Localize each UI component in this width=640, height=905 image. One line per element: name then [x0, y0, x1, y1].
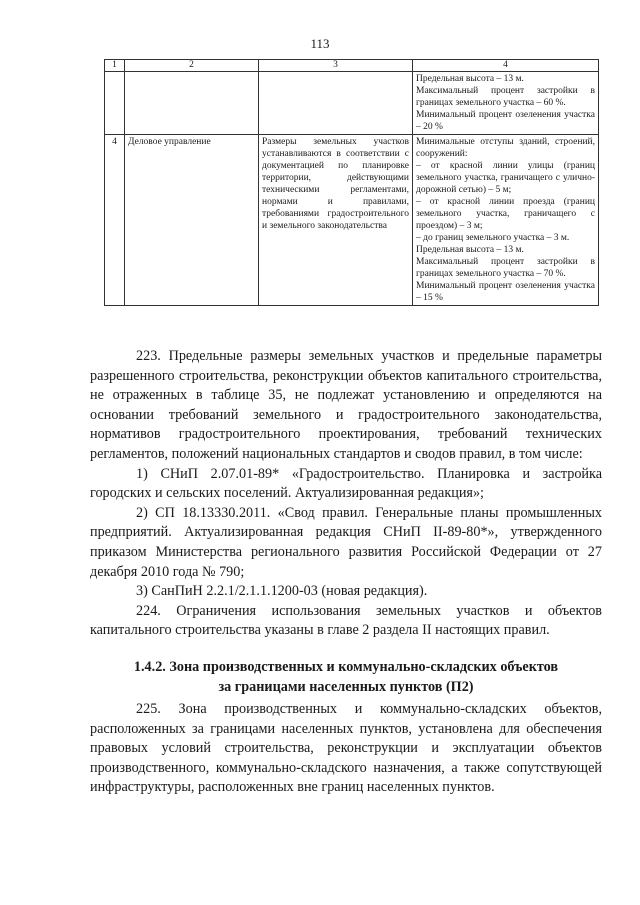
cell-parameters-continued [413, 72, 599, 135]
cell-use-name: Деловое управление [125, 135, 259, 306]
param-line: – от красной линии улицы (границ земельного участка, граничащего с улично-дорожной сетью) – 5 м; [416, 161, 595, 195]
param-line: Минимальные отступы зданий, строений, сооружений: [416, 137, 595, 159]
cell-row-number: 4 [105, 135, 125, 306]
section-heading [90, 658, 602, 697]
paragraph-223: 223. Предельные размеры земельных участков и предельные параметры разрешенного строительства, реконструкции объектов капитального строительства, не отраженных в таблице 35, не подлежат установлению и определяются на основании требований земельного и градостроительного законодательства, нормативов градостроительного проектирования, требований технических регламентов, положений национальных стандартов и сводов правил, в том числе: [90, 348, 602, 462]
heading-line-1: 1.4.2. Зона производственных и коммунально-складских объектов [133, 659, 559, 675]
cell-land-size: Размеры земельных участков устанавливаются в соответствии с документацией по планировке территории, действующими техническими регламентами, нормами и правилами, требованиями градостроительного и земельного законодательства [259, 135, 413, 306]
param-line: Максимальный процент застройки в границах земельного участка – 70 %. [416, 257, 595, 279]
cell-empty-2 [125, 72, 259, 135]
table-header-row [105, 60, 599, 72]
cell-empty-1 [105, 72, 125, 135]
paragraph-225: 225. Зона производственных и коммунально-складских объектов, расположенных за границами населенных пунктов, установлена для обеспечения правовых условий строительства, реконструкции и эксплуатации объектов производственного, коммунально-складского назначения, а также сопутствующей инфраструктуры, расположенных вне границ населенных пунктов. [90, 701, 602, 796]
cell-parameters [413, 135, 599, 306]
param-line: – до границ земельного участка – 3 м. [416, 233, 570, 243]
list-item-2: 2) СП 18.13330.2011. «Свод правил. Генеральные планы промышленных предприятий. Актуализированная редакция СНиП II-89-80*», утвержденного приказом Министерства регионального развития Российской Федерации от 27 декабря 2010 года № 790; [90, 504, 602, 580]
table-row-continued [105, 72, 599, 135]
param-line: Максимальный процент застройки в границах земельного участка – 60 %. [416, 86, 595, 108]
list-item-3: 3) СанПиН 2.2.1/2.1.1.1200-03 (новая редакция). [136, 583, 428, 600]
header-col-1: 1 [105, 60, 125, 72]
param-line: Предельная высота – 13 м. [416, 74, 524, 84]
page-number: 113 [310, 36, 330, 51]
param-line: Минимальный процент озеленения участка – 20 % [416, 110, 595, 132]
section-225 [90, 700, 602, 798]
header-col-2: 2 [125, 60, 259, 72]
param-line: Предельная высота – 13 м. [416, 245, 524, 255]
zone-parameters-table [104, 59, 599, 306]
section-223 [90, 347, 602, 641]
header-col-3: 3 [259, 60, 413, 72]
header-col-4: 4 [413, 60, 599, 72]
param-line: – от красной линии проезда (границ земельного участка, граничащего с проездом) – 3 м; [416, 197, 595, 231]
heading-line-2: за границами населенных пунктов (П2) [218, 678, 474, 695]
param-line: Минимальный процент озеленения участка – 15 % [416, 281, 595, 303]
list-item-1: 1) СНиП 2.07.01-89* «Градостроительство. Планировка и застройка городских и сельских поселений. Актуализированная редакция»; [90, 465, 602, 502]
table-row-4 [105, 135, 599, 306]
paragraph-224: 224. Ограничения использования земельных участков и объектов капитального строительства указаны в главе 2 раздела II настоящих правил. [90, 602, 602, 639]
cell-empty-3 [259, 72, 413, 135]
